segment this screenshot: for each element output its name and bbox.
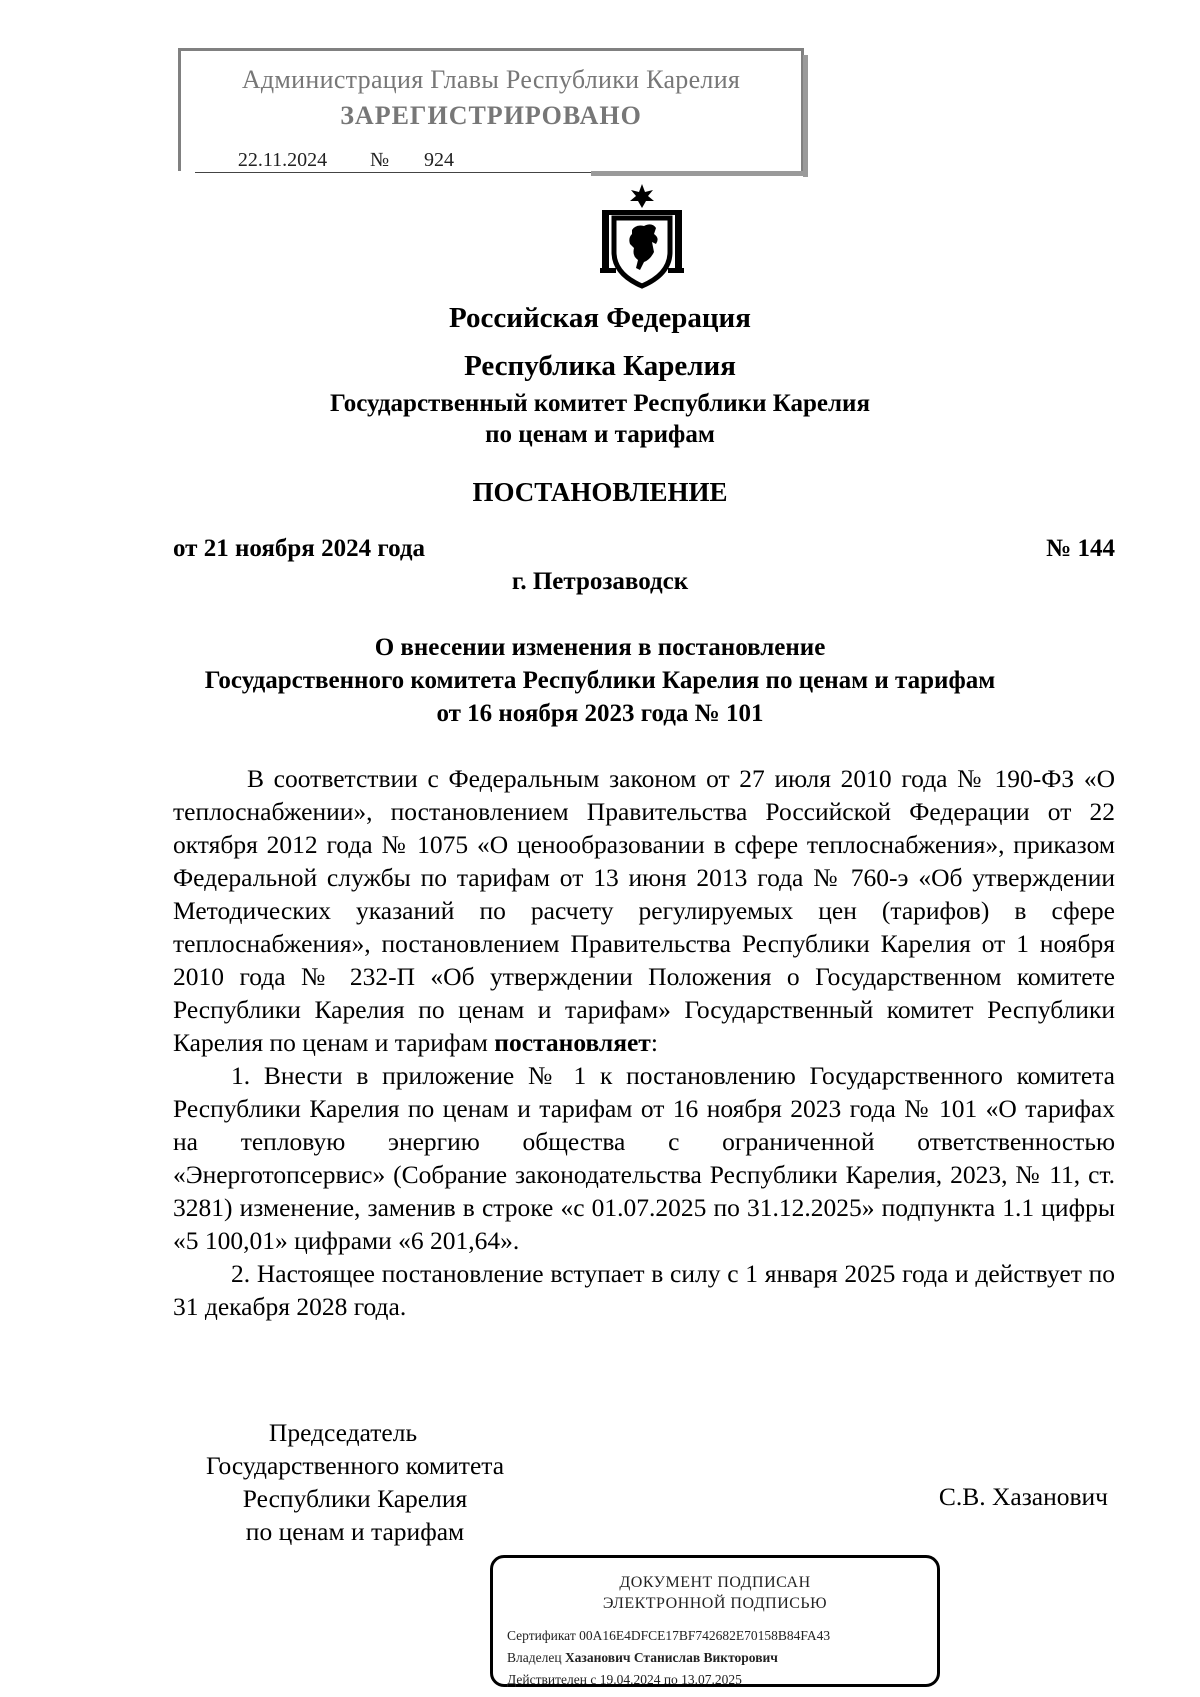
country-title: Российская Федерация — [449, 302, 751, 334]
preamble-decision-word: постановляет — [494, 1028, 651, 1057]
document-title-line1: О внесении изменения в постановление — [374, 634, 826, 661]
electronic-signature-stamp — [490, 1555, 940, 1687]
stamp-status: ЗАРЕГИСТРИРОВАНО — [340, 101, 642, 130]
document-body — [173, 762, 1115, 1323]
stamp-shadow — [803, 55, 808, 177]
esign-validity-row — [507, 1672, 742, 1688]
esign-owner-value: Хазанович Станислав Викторович — [564, 1650, 778, 1665]
esign-title-line2: ЭЛЕКТРОННОЙ ПОДПИСЬЮ — [602, 1595, 828, 1612]
stamp-number-sign: № — [370, 149, 394, 173]
signatory-position-line3: Республики Карелия — [242, 1484, 468, 1513]
signatory-position-line2: Государственного комитета — [205, 1451, 505, 1480]
esign-cert-label: Сертификат — [507, 1628, 576, 1643]
preamble-paragraph — [173, 762, 1115, 1059]
document-date: от 21 ноября 2024 года — [173, 535, 425, 562]
republic-title: Республика Карелия — [464, 350, 736, 382]
esign-certificate-row — [507, 1628, 830, 1644]
document-title-line2: Государственного комитета Республики Карелия по ценам и тарифам — [204, 667, 996, 694]
document-title-line3: от 16 ноября 2023 года № 101 — [436, 700, 764, 727]
preamble-end: : — [650, 1028, 658, 1057]
signatory-position — [175, 1416, 535, 1548]
esign-owner-row — [507, 1650, 778, 1666]
committee-title-line1: Государственный комитет Республики Карелия — [330, 390, 870, 417]
clause-1: 1. Внести в приложение № 1 к постановлению Государственного комитета Республики Карелия по ценам и тарифам от 16 ноября 2023 года № 101 «О тарифах на тепловую энергию общества с ограниченной ответственностью «Энерготопсервис» (Собрание законодательства Республики Карелия, 2023, № 11, ст. 3281) изменение, заменив в строке «с 01.07.2025 по 31.12.2025» подпункта 1.1 цифры «5 100,01» цифрами «6 201,64». — [173, 1061, 1115, 1255]
signatory-position-line1: Председатель — [268, 1418, 418, 1447]
stamp-shadow-bottom — [591, 171, 808, 176]
esign-valid-label: Действителен — [507, 1672, 587, 1687]
signatory-name: С.В. Хазанович — [938, 1482, 1108, 1511]
signatory-position-line4: по ценам и тарифам — [245, 1517, 465, 1546]
esign-owner-label: Владелец — [507, 1650, 562, 1665]
esign-valid-from-label: с — [590, 1672, 597, 1687]
esign-valid-to: 13.07.2025 — [681, 1672, 742, 1687]
stamp-authority: Администрация Главы Республики Карелия — [241, 65, 741, 94]
esign-valid-to-label: по — [663, 1672, 678, 1687]
committee-title-line2: по ценам и тарифам — [485, 421, 715, 448]
stamp-date: 22.11.2024 — [195, 149, 370, 173]
document-type: ПОСТАНОВЛЕНИЕ — [472, 477, 728, 507]
esign-title-line1: ДОКУМЕНТ ПОДПИСАН — [619, 1574, 811, 1591]
document-number: № 144 — [1046, 535, 1115, 562]
document-city: г. Петрозаводск — [511, 568, 689, 595]
esign-cert-value: 00A16E4DFCE17BF742682E70158B84FA43 — [579, 1628, 831, 1643]
stamp-number: 924 — [394, 149, 604, 173]
stamp-registration-row — [195, 149, 604, 173]
preamble-text: В соответствии с Федеральным законом от 27 июля 2010 года № 190-ФЗ «О теплоснабжении», постановлением Правительства Российской Федерации от 22 октября 2012 года № 1075 «О ценообразовании в сфере теплоснабжения», приказом Федеральной службы по тарифам от 13 июня 2013 года № 760-э «Об утверждении Методических указаний по расчету регулируемых цен (тарифов) в сфере теплоснабжения», постановлением Правительства Республики Карелия от 1 ноября 2010 года № 232-П «Об утверждении Положения о Государственном комитете Республики Карелия по ценам и тарифам» Государственный комитет Республики Карелия по ценам и тарифам — [173, 764, 1115, 1057]
registration-stamp — [178, 48, 804, 171]
coat-of-arms-icon — [596, 182, 688, 290]
esign-valid-from: 19.04.2024 — [599, 1672, 661, 1687]
clause-2: 2. Настоящее постановление вступает в силу с 1 января 2025 года и действует по 31 декабря 2028 года. — [173, 1259, 1115, 1321]
